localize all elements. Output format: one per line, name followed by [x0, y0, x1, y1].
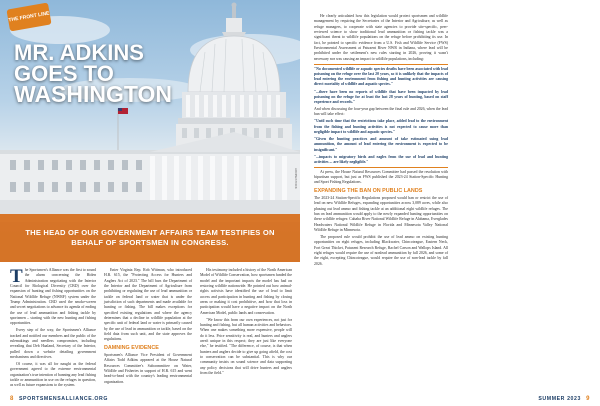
page-number-left: 8	[10, 396, 14, 402]
paragraph: And when discussing the four-year gap between the final rule and 2026, when the lead ban will take effect:	[314, 106, 448, 117]
paragraph: Every step of the way, the Sportsmen's Alliance tracked and notified our members and the public of the rulemakings and needless compromises, including revealing that Deb Haaland, Secretary of the Interior, pulled down a website detailing government mechanisms and directives.	[10, 328, 96, 360]
article-headline	[14, 42, 214, 105]
article-subtitle: THE HEAD OF OUR GOVERNMENT AFFAIRS TEAM TESTIFIES ON BEHALF OF SPORTSMEN IN CONGRESS.	[25, 228, 275, 247]
page-number-right: 9	[586, 396, 590, 402]
photo-credit: ADOBESTOCK	[294, 168, 298, 189]
badge-label: THE FRONT LINE	[8, 10, 50, 24]
body-column-2	[104, 268, 192, 386]
divider	[314, 167, 448, 168]
headline-line-2: GOES TO	[14, 61, 114, 86]
paragraph: "We know this from our own experiences, not just for hunting and fishing, but all human activities and behaviors. When one makes something more expensive, people will do it less. Price sensitivity is real, and hunters and anglers aren't unique in this respect; they are just like everyone else," he testified. "The difference, of course, is that when hunters and anglers decide to give up going afield, the cost to conservation can be substantial. This is why our community insists on sound science and data supporting any policy decisions that will drive hunters and anglers from the field."	[200, 317, 292, 376]
pull-quote: "...impacts to migratory birds and eagles from the use of lead and hunting activities ... are likely negligible."	[314, 154, 448, 164]
footer-issue: SUMMER 2023	[538, 396, 582, 402]
right-margin-area	[456, 14, 592, 384]
section-heading-expanding-ban: EXPANDING THE BAN ON PUBLIC LANDS	[314, 187, 423, 194]
body-column-3	[200, 268, 292, 378]
pull-quote: "No documented wildlife or aquatic species deaths have been associated with lead poisoning on the refuge over the last 20 years, so it is unlikely that the impacts of lead entering the environment from fishing and hunting activities are causing direct mortality of wildlife and aquatic species."	[314, 66, 448, 87]
divider	[314, 64, 448, 65]
pull-quote: "Until such time that the restrictions take place, added lead to the environment from the fishing and hunting activities is not expected to cause more than negligible impact to wildlife and aquatic species."	[314, 119, 448, 134]
paragraph: Enter Virginia Rep. Rob Wittman, who introduced H.R. 615, the "Protecting Access for Hunters and Anglers Act of 2023." The bill bars the Department of the Interior and the Department of Agriculture from prohibiting or regulating the use of lead ammunition or tackle on federal land or water that is under the jurisdiction of such departments and made available for hunting or fishing. The bill makes exceptions for specified existing regulations and where the agency determines that a decline in wildlife population at the specific unit of federal land or water is primarily caused by the use of lead in ammunition or tackle, based on the field data from such unit, and the state approves the regulations.	[104, 268, 192, 342]
paragraph: At press, the House Natural Resources Committee had passed the resolution with bipartisan support, but just as FWS published the 2023-24 Station-Specific Hunting and Sport Fishing Regulations.	[314, 169, 448, 185]
paragraph: He clearly articulated how this legislation would protect sportsmen and wildlife management by requiring the Secretaries of the Interior and Agriculture, as well as refuge managers, to cooperate with state agencies to provide site-specific, peer-reviewed science to show traditional lead ammunition or fishing tackle was a significant threat to wildlife populations on the refuge before prohibiting its use. In fact, he pointed to specific evidence from a U.S. Fish and Wildlife Service (FWS) Environmental Assessment at Patuxent River NWR in Indiana, where lead will be prohibited under the settlement's new rules starting in 2026, proving it wasn't necessary nor was causing an impact to wildlife populations, including:	[314, 14, 448, 61]
pull-quote: "...there have been no reports of wildlife that have been impacted by lead poisoning on the refuge for at least the last 28 years of hunting, based on staff experience and records."	[314, 89, 448, 104]
section-heading-damning-evidence: DAMNING EVIDENCE	[104, 344, 159, 351]
paragraph: The proposed rule would prohibit the use of lead ammo on existing hunting opportunities on eight refuges, including Blackwater, Chincoteague, Eastern Neck, Fort Great Thicket, Patuxent Research Refuge, Rachel Carson and Wallops Island. All eight refuges would require the use of nonlead ammunition by fall 2026, and some of the eight, excepting Chincoteague, would require the use of non-lead tackle by fall 2026.	[314, 234, 448, 266]
body-column-1	[10, 268, 96, 390]
paragraph: His testimony included a history of the North American Model of Wildlife Conservation, how sportsmen funded the model and the important impacts the model has had on restoring wildlife nationwide. He pointed out how animal-rights activists have identified the use of lead to limit access and participation in hunting and fishing by closing areas or making it cost prohibitive, and how that loss in participation would have a negative impact on the North American Model, public lands and conservation.	[200, 268, 292, 315]
body-column-4	[314, 14, 448, 268]
footer-site: SPORTSMENSALLIANCE.ORG	[18, 396, 108, 402]
subtitle-band	[0, 214, 300, 262]
footer-left	[10, 396, 108, 402]
paragraph: Sportsmen's Alliance Vice President of Government Affairs Todd Adkins appeared at the House Natural Resources Committee's Subcommittee on Water, Wildlife and Fisheries in support of H.R. 615 and went head-to-head with the country's leading environmental organization.	[104, 352, 192, 384]
pull-quote: "Given the hunting practices and amount of take estimated using lead ammunition, the amount of lead entering the environment is expected to be insignificant."	[314, 137, 448, 152]
paragraph: The 2023-24 Station-Specific Regulations proposed would ban or restrict the use of lead on new Wildlife Refuges, expanding opportunities across 3,089 acres, while also phasing out lead ammo and fishing tackle at an additional eight wildlife refuges. The ban on lead ammunition would apply to the newly expanded hunting opportunities on these wildlife refuges: Cahaba River National Wildlife Refuge in Alabama, Everglades Headwaters National Wildlife Refuge in Florida and Minnesota Valley National Wildlife Refuge in Minnesota.	[314, 195, 448, 232]
drop-cap: T	[10, 266, 23, 287]
headline-line-3: WASHINGTON	[14, 81, 173, 107]
footer-right	[538, 396, 590, 402]
headline-line-1: MR. ADKINS	[14, 40, 144, 65]
hero-photo	[0, 0, 300, 262]
paragraph: The Sportsmen's Alliance was the first to sound the alarm concerning the Biden Administration negotiating with the Interior Council for Biological Diversity (CBD) over the expansion of hunting and fishing opportunities on the National Wildlife Refuge (NWRF) system under the Trump Administration. CBD used the smoke-screen and secret negotiations to advance its agenda of ending the use of lead ammunition and fishing tackle by sportsmen – starting with the new hunting and fishing opportunities.	[10, 266, 96, 326]
paragraph: Of course, it was all for naught as the federal government agreed to the extreme environmental organization's true intention of banning any lead fishing tackle or ammunition in use on the refuges in question, as well as future expansions to the system.	[10, 362, 96, 388]
